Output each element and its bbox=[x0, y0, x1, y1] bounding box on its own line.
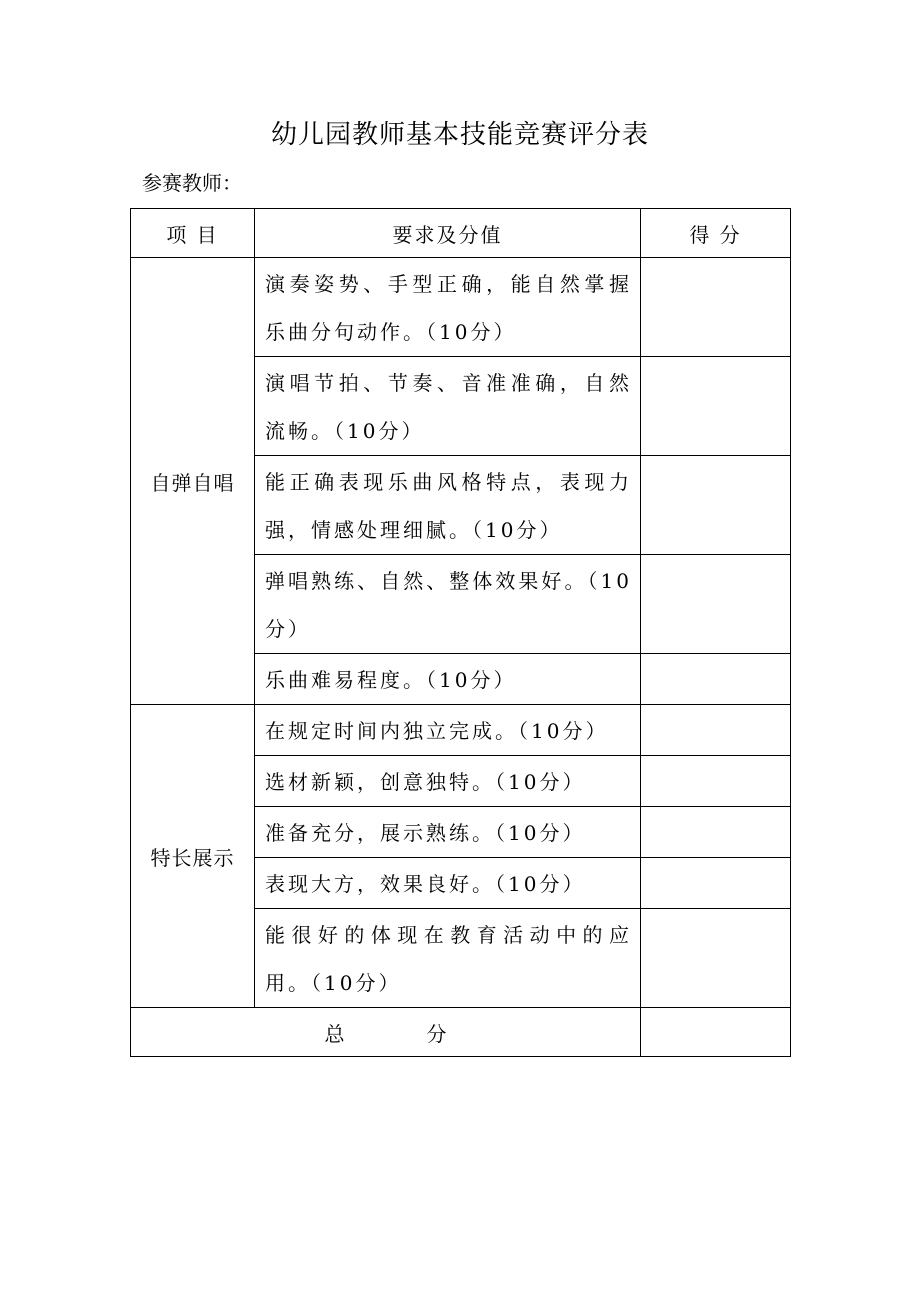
category-cell: 特长展示 bbox=[131, 705, 255, 1008]
score-input-cell[interactable] bbox=[641, 357, 791, 456]
requirement-cell: 能很好的体现在教育活动中的应用。（10分） bbox=[255, 909, 641, 1008]
score-input-cell[interactable] bbox=[641, 705, 791, 756]
requirement-cell: 演奏姿势、手型正确，能自然掌握乐曲分句动作。（10分） bbox=[255, 258, 641, 357]
table-header-row bbox=[131, 209, 791, 258]
header-score: 得 分 bbox=[641, 209, 791, 258]
requirement-cell: 乐曲难易程度。（10分） bbox=[255, 654, 641, 705]
score-table bbox=[130, 208, 791, 1057]
teacher-label: 参赛教师： bbox=[142, 171, 242, 195]
page-title: 幼儿园教师基本技能竞赛评分表 bbox=[270, 120, 649, 150]
total-row bbox=[131, 1008, 791, 1057]
requirement-cell: 选材新颖，创意独特。（10分） bbox=[255, 756, 641, 807]
total-label-right: 分 bbox=[426, 1021, 447, 1046]
score-input-cell[interactable] bbox=[641, 456, 791, 555]
requirement-cell: 在规定时间内独立完成。（10分） bbox=[255, 705, 641, 756]
total-label-cell bbox=[131, 1008, 641, 1057]
requirement-cell: 能正确表现乐曲风格特点，表现力强，情感处理细腻。（10分） bbox=[255, 456, 641, 555]
requirement-cell: 弹唱熟练、自然、整体效果好。（10分） bbox=[255, 555, 641, 654]
score-input-cell[interactable] bbox=[641, 858, 791, 909]
score-input-cell[interactable] bbox=[641, 909, 791, 1008]
requirement-cell: 准备充分，展示熟练。（10分） bbox=[255, 807, 641, 858]
score-input-cell[interactable] bbox=[641, 654, 791, 705]
score-input-cell[interactable] bbox=[641, 756, 791, 807]
header-item: 项 目 bbox=[131, 209, 255, 258]
score-input-cell[interactable] bbox=[641, 258, 791, 357]
score-input-cell[interactable] bbox=[641, 555, 791, 654]
requirement-cell: 表现大方，效果良好。（10分） bbox=[255, 858, 641, 909]
total-label-left: 总 bbox=[324, 1021, 345, 1046]
header-requirement: 要求及分值 bbox=[255, 209, 641, 258]
category-cell: 自弹自唱 bbox=[131, 258, 255, 705]
table-row bbox=[131, 705, 791, 756]
total-score-cell[interactable] bbox=[641, 1008, 791, 1057]
score-input-cell[interactable] bbox=[641, 807, 791, 858]
table-row bbox=[131, 258, 791, 357]
requirement-cell: 演唱节拍、节奏、音准准确，自然流畅。（10分） bbox=[255, 357, 641, 456]
